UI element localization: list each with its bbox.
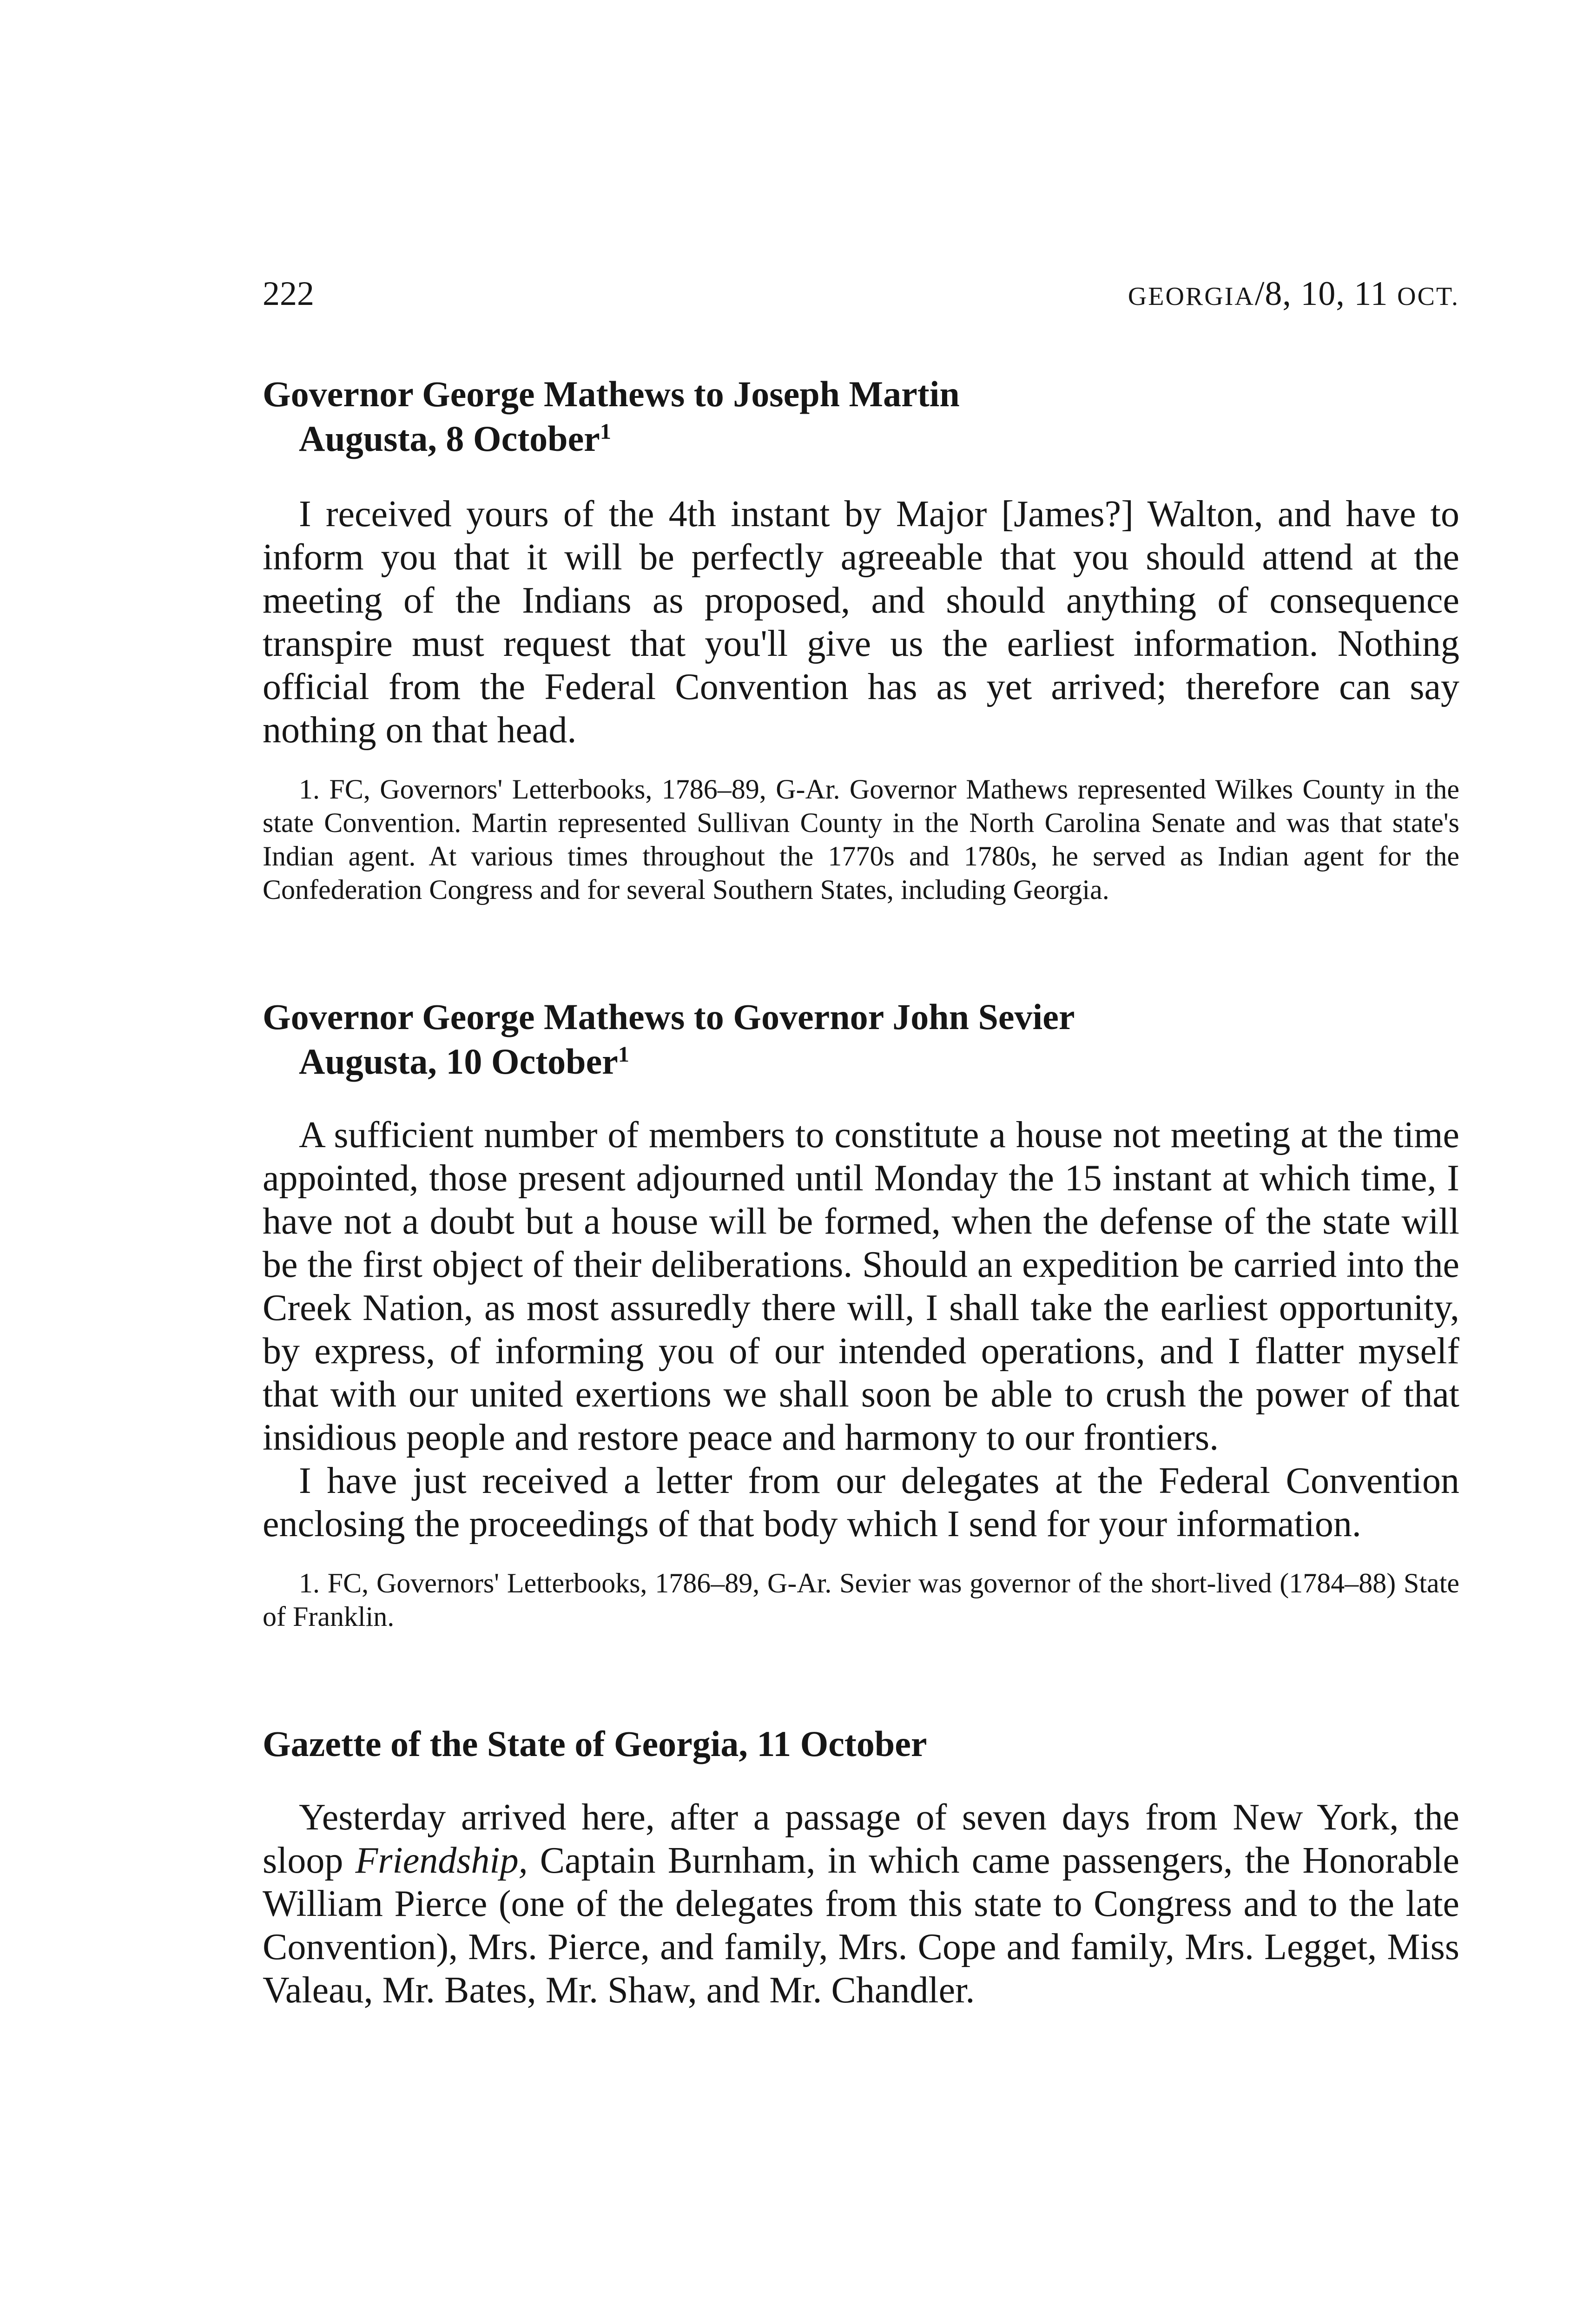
letter-mathews-to-martin — [263, 372, 1459, 906]
section-dateline — [299, 1039, 1459, 1084]
running-head-state: GEORGIA — [1128, 282, 1255, 311]
paragraph-text: Yesterday arrived here, after a passage of seven days from New York, the sloop — [263, 1797, 1459, 1881]
body-paragraph — [263, 1796, 1459, 2012]
footnote: 1. FC, Governors' Letterbooks, 1786–89, G-Ar. Governor Mathews represented Wilkes County in the state Convention. Martin represented Sullivan County in the North Carolina Senate and was that state's Indian agent. At various times throughout the 1770s and 1780s, he served as Indian agent for the Confederation Congress and for several Southern States, including Georgia. — [263, 774, 1459, 905]
dateline-text: Augusta, 10 October — [299, 1041, 618, 1082]
body-paragraph: A sufficient number of members to constitute a house not meeting at the time appointed, those present adjourned until Monday the 15 instant at which time, I have not a doubt but a house will be formed, when the defense of the state will be the first object of their deliberations. Should an expedition be carried into the Creek Nation, as most assuredly there will, I shall take the earliest opportunity, by express, of informing you of our intended operations, and I flatter myself that with our united exertions we shall soon be able to crush the power of that insidious people and restore peace and harmony to our frontiers. — [263, 1115, 1459, 1458]
body-paragraph: I received yours of the 4th instant by Major [James?] Walton, and have to inform you that it will be perfectly agreeable that you should attend at the meeting of the Indians as proposed, and should anything of consequence transpire must request that you'll give us the earliest information. Nothing official from the Federal Convention has as yet arrived; therefore can say nothing on that head. — [263, 494, 1459, 751]
footnote-marker: 1 — [600, 419, 611, 444]
gazette-notice — [263, 1722, 1459, 2012]
paragraph-text: Captain Burnham, in which came passengers, the Honorable William Pierce (one of the delegates from this state to Congress and to the late Convention), Mrs. Pierce, and family, Mrs. Cope and family, Mrs. Legget, Miss Valeau, Mr. Bates, Mr. Shaw, and Mr. Chandler. — [263, 1840, 1459, 2011]
section-title: Governor George Mathews to Governor John Sevier — [263, 997, 1075, 1037]
section-title: Governor George Mathews to Joseph Martin — [263, 374, 960, 414]
footnote: 1. FC, Governors' Letterbooks, 1786–89, G-Ar. Sevier was governor of the short-lived (1784–88) State of Franklin. — [263, 1568, 1459, 1632]
section-title: Gazette of the State of Georgia, 11 October — [263, 1723, 927, 1764]
page-number: 222 — [263, 275, 314, 313]
body-paragraph: I have just received a letter from our delegates at the Federal Convention enclosing the proceedings of that body which I send for your information. — [263, 1460, 1459, 1545]
document-page — [263, 274, 1459, 2012]
running-head-title — [1128, 274, 1459, 314]
running-head — [263, 274, 1459, 316]
ship-name: Friendship, — [355, 1840, 528, 1881]
footnote-marker: 1 — [618, 1042, 629, 1067]
dateline-text: Augusta, 8 October — [299, 418, 600, 459]
running-head-month: OCT. — [1397, 282, 1459, 311]
running-head-dates: /8, 10, 11 — [1254, 275, 1388, 313]
section-dateline — [299, 416, 1459, 461]
letter-mathews-to-sevier — [263, 995, 1459, 1633]
